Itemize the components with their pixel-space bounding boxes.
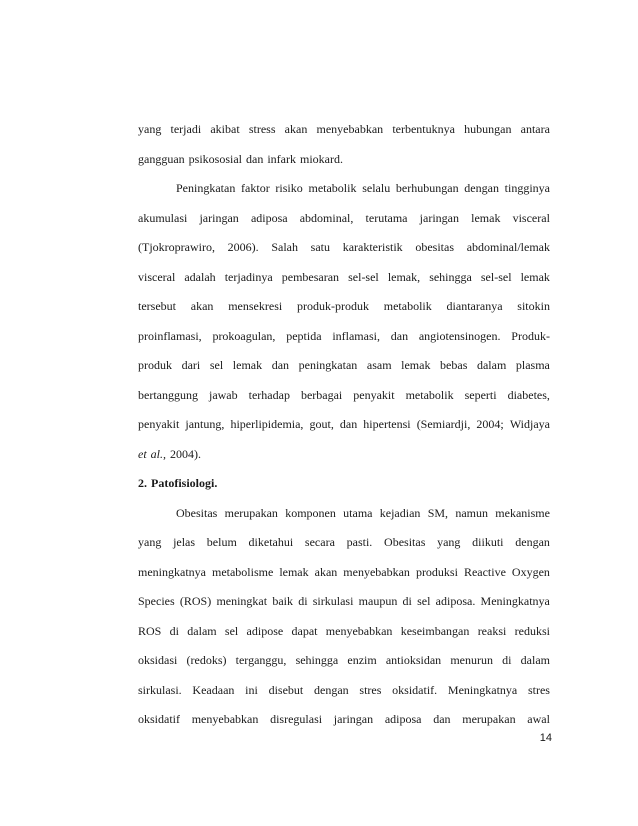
text-line: Peningkatan faktor risiko metabolik selalu berhubungan dengan tingginya <box>176 181 550 195</box>
text-line: sirkulasi. Keadaan ini disebut dengan stres oksidatif. Meningkatnya stres <box>138 682 550 697</box>
text-line: penyakit jantung, hiperlipidemia, gout, dan hipertensi (Semiardji, 2004; Widjaya <box>138 417 550 431</box>
text-line: yang jelas belum diketahui secara pasti. Obesitas yang diikuti dengan <box>138 535 550 549</box>
text-line: akumulasi jaringan adiposa abdominal, terutama jaringan lemak visceral <box>138 210 550 225</box>
text-line: oksidatif menyebabkan disregulasi jaringan adiposa dan merupakan awal <box>138 712 550 726</box>
text-line: tersebut akan mensekresi produk-produk metabolik diantaranya sitokin <box>138 299 550 313</box>
text-line: oksidasi (redoks) terganggu, sehingga enzim antioksidan menurun di dalam <box>138 653 550 667</box>
text-line: gangguan psikososial dan infark miokard. <box>138 151 343 166</box>
section-heading: 2. Patofisiologi. <box>138 476 218 490</box>
text-line: bertanggung jawab terhadap berbagai penyakit metabolik seperti diabetes, <box>138 387 550 402</box>
text-line: yang terjadi akibat stress akan menyebabkan terbentuknya hubungan antara <box>138 122 550 136</box>
page-number: 14 <box>539 732 552 744</box>
text-line: produk dari sel lemak dan peningkatan asam lemak bebas dalam plasma <box>138 358 550 372</box>
text-line: (Tjokroprawiro, 2006). Salah satu karakteristik obesitas abdominal/lemak <box>138 240 550 254</box>
text-line: et al., 2004). <box>138 446 202 461</box>
text-line: proinflamasi, prokoagulan, peptida inflamasi, dan angiotensinogen. Produk- <box>138 328 550 343</box>
text-line: visceral adalah terjadinya pembesaran sel-sel lemak, sehingga sel-sel lemak <box>138 269 550 284</box>
text-line: Obesitas merupakan komponen utama kejadian SM, namun mekanisme <box>176 505 550 520</box>
text-line: meningkatnya metabolisme lemak akan menyebabkan produksi Reactive Oxygen <box>138 564 550 579</box>
text-line: Species (ROS) meningkat baik di sirkulasi maupun di sel adiposa. Meningkatnya <box>138 594 550 608</box>
document-body <box>138 115 550 735</box>
text-line: ROS di dalam sel adipose dapat menyebabkan keseimbangan reaksi reduksi <box>138 623 550 638</box>
